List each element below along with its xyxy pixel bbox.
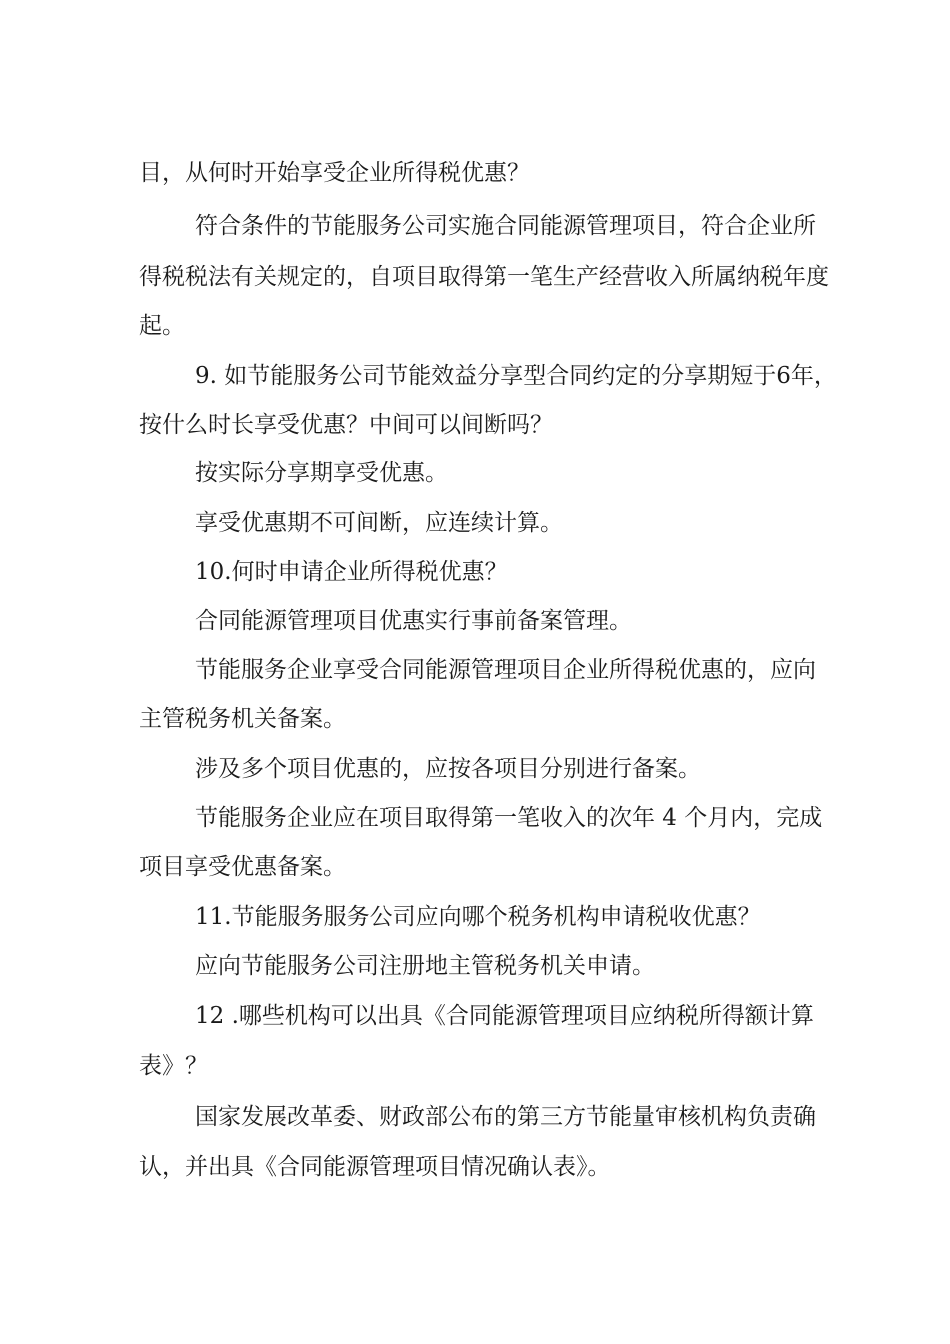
text-line: 得税税法有关规定的，自项目取得第一笔生产经营收入所属纳税年度 — [139, 264, 829, 290]
text-line: 目，从何时开始享受企业所得税优惠？ — [139, 160, 530, 186]
text-line: 按实际分享期享受优惠。 — [195, 460, 448, 486]
text-line: 享受优惠期不可间断，应连续计算。 — [195, 510, 563, 536]
text-line: 10.何时申请企业所得税优惠？ — [195, 559, 508, 585]
text-line: 节能服务企业应在项目取得第一笔收入的次年 4 个月内，完成 — [195, 805, 823, 831]
text-line: 主管税务机关备案。 — [139, 706, 346, 732]
text-line: 11.节能服务服务公司应向哪个税务机构申请税收优惠？ — [195, 904, 761, 930]
text-line: 应向节能服务公司注册地主管税务机关申请。 — [195, 953, 655, 979]
text-line: 符合条件的节能服务公司实施合同能源管理项目，符合企业所 — [195, 213, 816, 239]
text-line: 表》？ — [139, 1053, 208, 1079]
text-line: 合同能源管理项目优惠实行事前备案管理。 — [195, 608, 632, 634]
text-line: 按什么时长享受优惠？中间可以间断吗？ — [139, 412, 553, 438]
text-line: 认，并出具《合同能源管理项目情况确认表》。 — [139, 1154, 611, 1180]
text-line: 项目享受优惠备案。 — [139, 854, 346, 880]
text-line: 节能服务企业享受合同能源管理项目企业所得税优惠的，应向 — [195, 657, 816, 683]
text-line: 9. 如节能服务公司节能效益分享型合同约定的分享期短于6年， — [195, 363, 837, 389]
text-line: 12 .哪些机构可以出具《合同能源管理项目应纳税所得额计算 — [195, 1003, 814, 1029]
text-line: 起。 — [139, 313, 185, 339]
text-line: 涉及多个项目优惠的，应按各项目分别进行备案。 — [195, 756, 701, 782]
text-line: 国家发展改革委、财政部公布的第三方节能量审核机构负责确 — [195, 1104, 816, 1130]
